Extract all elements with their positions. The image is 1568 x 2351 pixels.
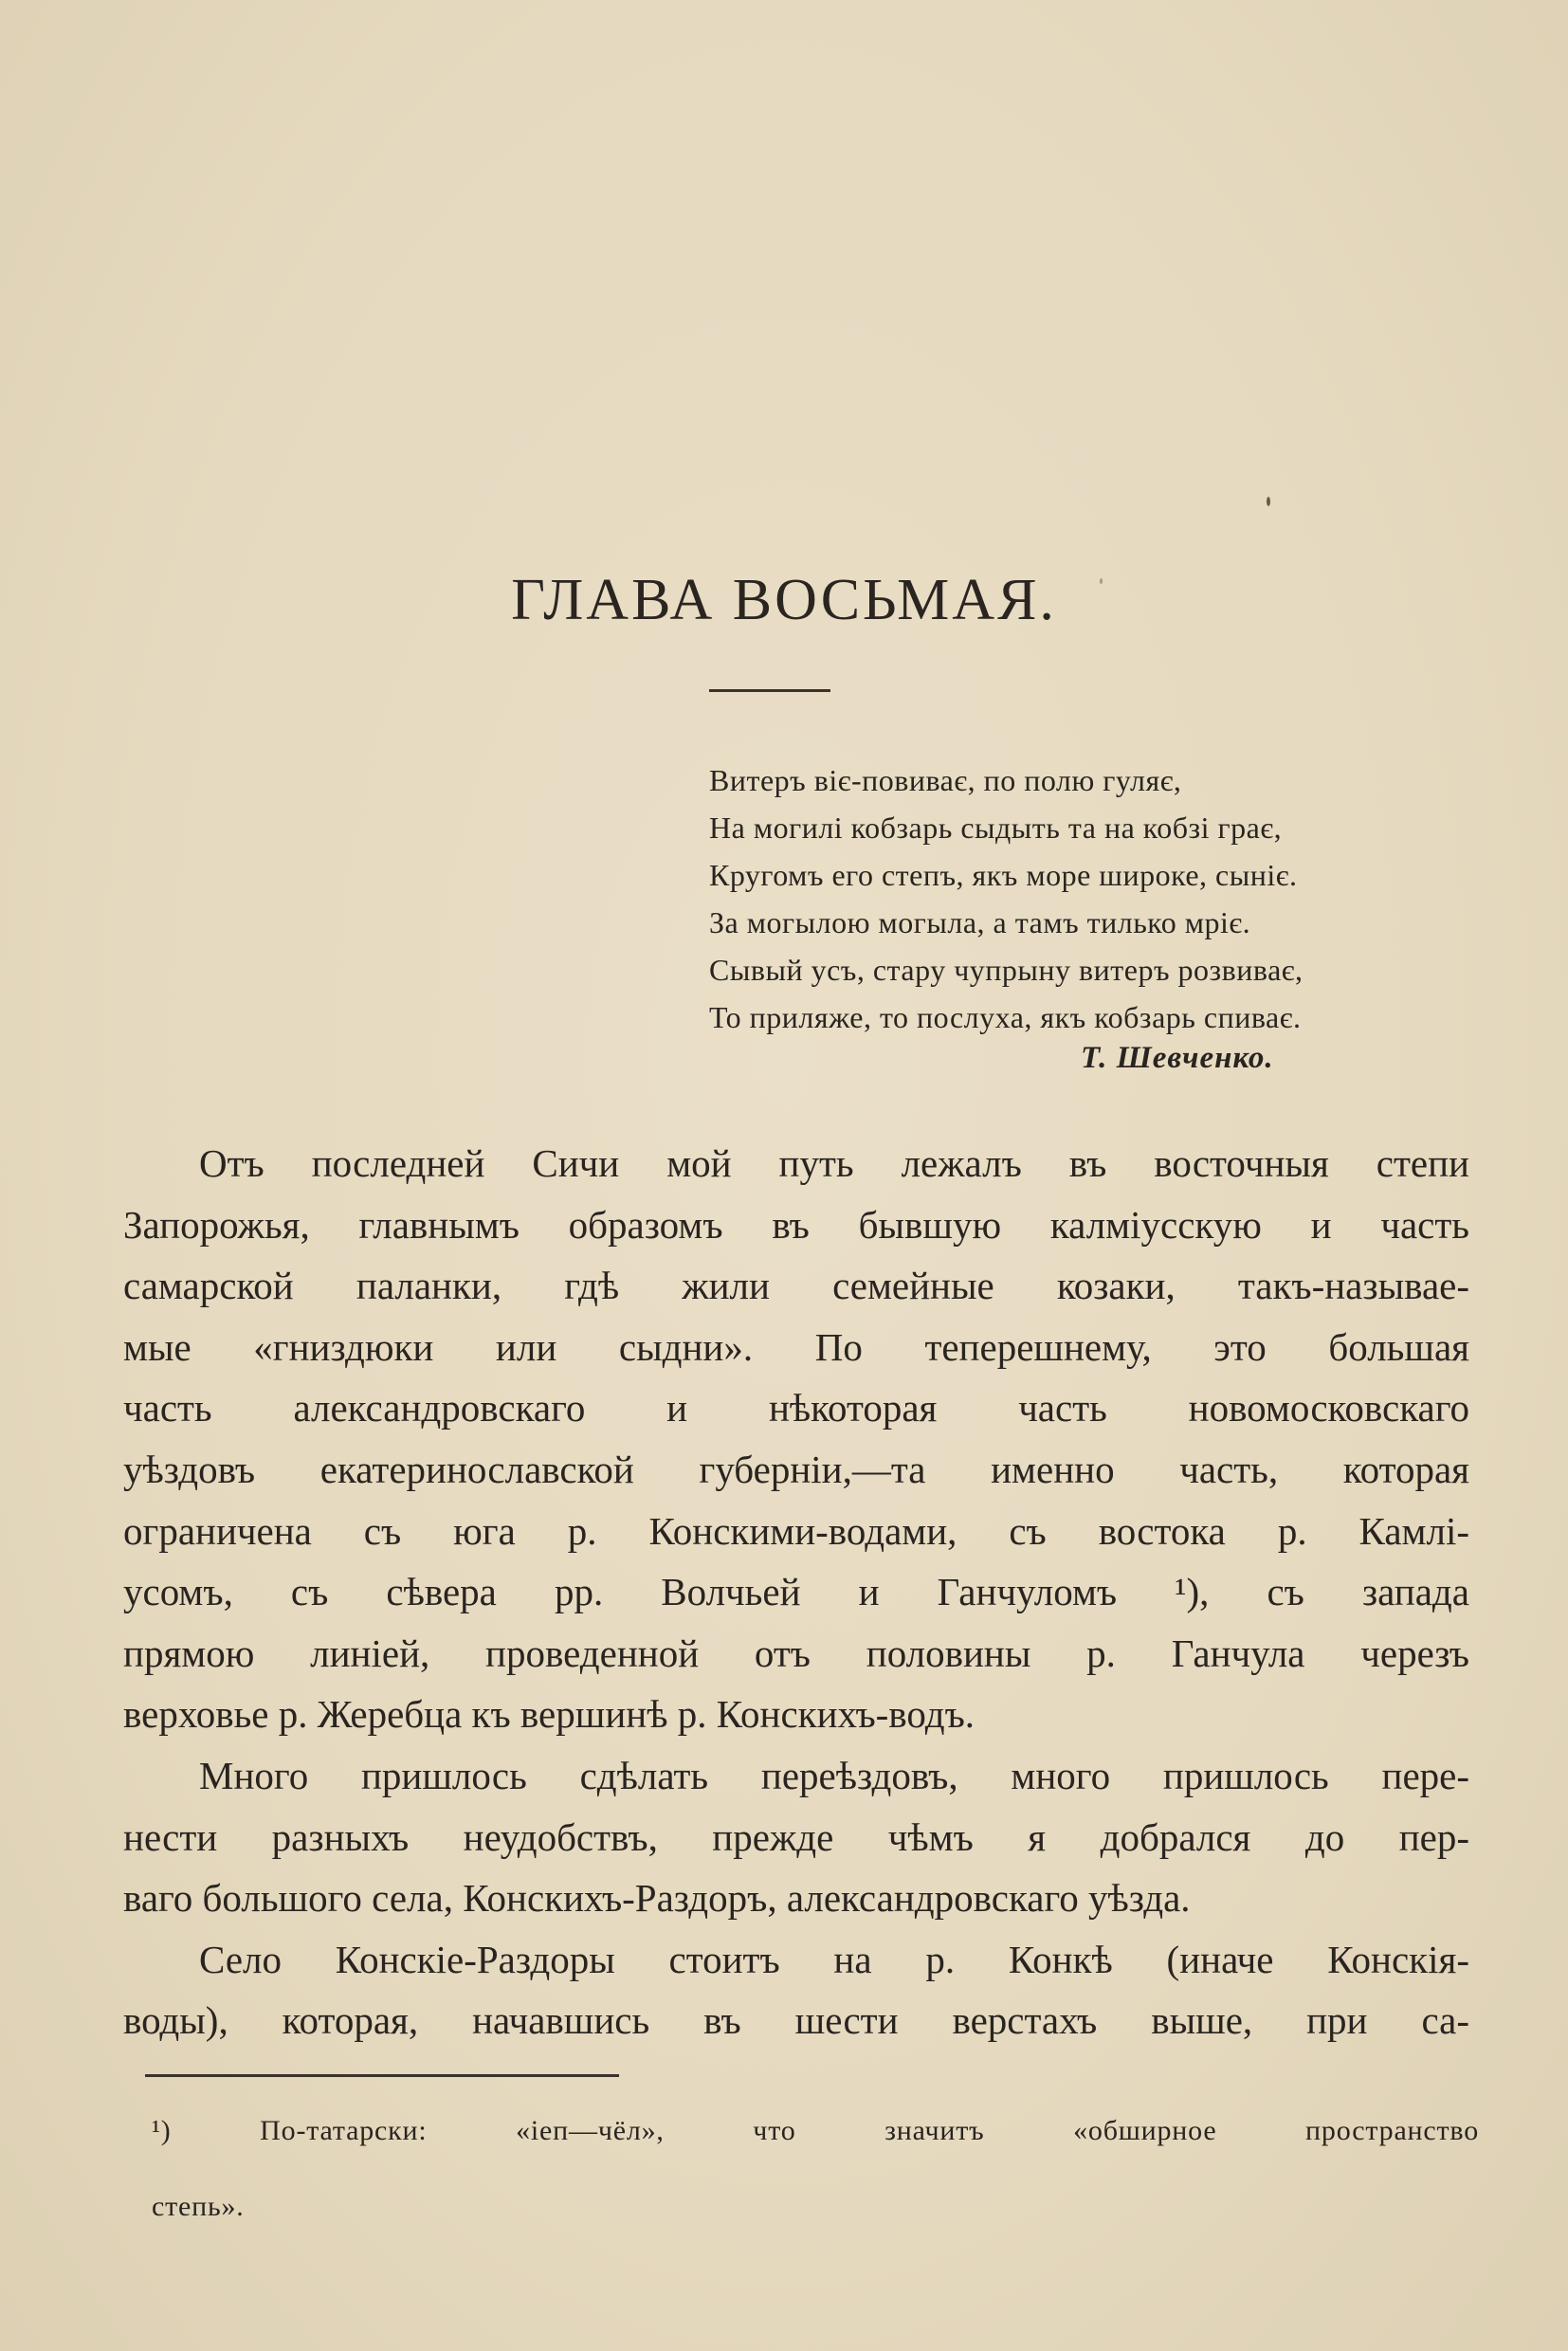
- footnote-line: степь».: [152, 2191, 245, 2222]
- epigraph-author: Т. Шевченко.: [1081, 1041, 1274, 1075]
- body-line: усомъ, съ сѣвера рр. Волчьей и Ганчуломъ ¹), съ запада: [123, 1570, 1469, 1614]
- epigraph-line: Витеръ віє-повиває, по полю гуляє,: [709, 763, 1182, 797]
- epigraph: [709, 756, 1468, 1041]
- footnote: [152, 2093, 1479, 2245]
- body-line: Отъ последней Сичи мой путь лежалъ въ восточныя степи: [199, 1141, 1469, 1185]
- body-line: верховье р. Жеребца къ вершинѣ р. Конскихъ-водъ.: [123, 1692, 975, 1737]
- body-line: Много пришлось сдѣлать переѣздовъ, много пришлось пере-: [199, 1753, 1469, 1797]
- body-line: мые «гниздюки или сыдни». По теперешнему, это большая: [123, 1324, 1469, 1369]
- body-line: прямою линіей, проведенной отъ половины р. Ганчула черезъ: [123, 1631, 1469, 1675]
- epigraph-line: На могилі кобзарь сыдыть та на кобзі грає,: [709, 811, 1283, 845]
- epigraph-line: Кругомъ его степъ, якъ море широке, сыніє.: [709, 858, 1298, 892]
- body-text: [123, 1133, 1469, 2051]
- epigraph-line: Сывый усъ, стару чупрыну витеръ розвиває,: [709, 953, 1304, 987]
- page-speck: [1267, 497, 1270, 506]
- body-line: воды), которая, начавшись въ шести верстахъ выше, при са-: [123, 1998, 1469, 2043]
- footnote-rule: [145, 2074, 619, 2077]
- footnote-line: ¹) По-татарски: «іеп—чёл», что значитъ «обширное пространство: [152, 2115, 1479, 2146]
- chapter-title: ГЛАВА ВОСЬМАЯ.: [511, 568, 1057, 632]
- epigraph-line: То приляже, то послуха, якъ кобзарь спиває.: [709, 1000, 1302, 1034]
- epigraph-line: За могылою могыла, а тамъ тилько мріє.: [709, 905, 1251, 939]
- body-line: часть александровскаго и нѣкоторая часть новомосковскаго: [123, 1386, 1469, 1431]
- body-line: уѣздовъ екатеринославской губерніи,—та именно часть, которая: [123, 1447, 1469, 1491]
- title-rule: [709, 689, 830, 692]
- body-line: ваго большого села, Конскихъ-Раздоръ, александровскаго уѣзда.: [123, 1876, 1191, 1921]
- body-line: ограничена съ юга р. Конскими-водами, съ востока р. Камлі-: [123, 1508, 1469, 1553]
- body-line: Село Конскіе-Раздоры стоитъ на р. Конкѣ (иначе Конскія-: [199, 1937, 1469, 1981]
- body-line: Запорожья, главнымъ образомъ въ бывшую калміусскую и часть: [123, 1202, 1469, 1247]
- body-line: самарской паланки, гдѣ жили семейные козаки, такъ-называе-: [123, 1264, 1469, 1308]
- body-line: нести разныхъ неудобствъ, прежде чѣмъ я добрался до пер-: [123, 1814, 1469, 1859]
